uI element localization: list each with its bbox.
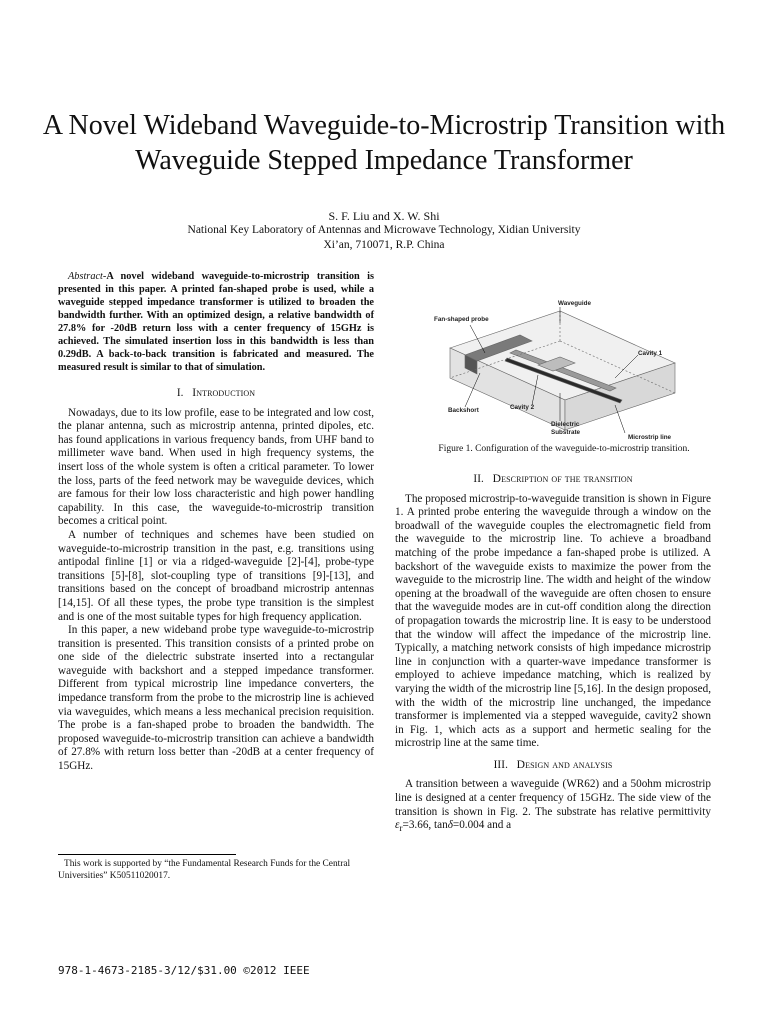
delta-symbol: δ	[447, 819, 453, 832]
section-title: Introduction	[192, 386, 256, 399]
label-dielectric: Dielectric	[551, 421, 580, 428]
footnote: This work is supported by “the Fundamental Research Funds for the Central Universities” K50511020017.	[58, 859, 351, 881]
footnote-rule	[58, 854, 236, 855]
section-number: III.	[493, 758, 508, 771]
label-substrate: Substrate	[551, 429, 581, 436]
design-text-mid: =3.66, tan	[402, 819, 448, 832]
abstract-lead: Abstract-	[68, 271, 107, 282]
intro-paragraph-2: A number of techniques and schemes have been studied on waveguide-to-microstrip transition in the past, e.g. transitions using antipodal finline [1] or via a ridged-waveguide [2]-[4], probe-type transitions [5]-[8], slot-coupling type of transitions [9]-[13], and transitions based on the concept of broadband microstrip antennas [14,15]. Of all these types, the probe type transition is the simplest and is one of the most suitable types for high frequency application.	[58, 528, 374, 623]
epsilon-subscript: r	[399, 824, 403, 835]
paper-title: A Novel Wideband Waveguide-to-Microstrip Transition with Waveguide Stepped Impedance Transformer	[42, 110, 726, 176]
copyright-line: 978-1-4673-2185-3/12/$31.00 ©2012 IEEE	[58, 964, 310, 977]
label-waveguide: Waveguide	[558, 300, 592, 307]
left-column	[58, 270, 374, 774]
section-number: I.	[176, 387, 184, 399]
design-paragraph-1	[395, 778, 711, 837]
section-number: II.	[473, 473, 484, 485]
intro-paragraph-1: Nowadays, due to its low profile, ease to be integrated and low cost, the planar antenna, such as microstrip antenna, printed dipoles, etc. has found applications in various frequency bands, from UHF band to millimeter wave band. When used in high frequency systems, the insert loss of the whole system is often a critical parameter. To lower the loss, parts of the feed network may be waveguide devices, which are famous for their low loss characteristic and high power handling capability. In this case, the waveguide-to-microstrip transition becomes a critical point.	[58, 406, 374, 528]
design-text-start: A transition between a waveguide (WR62) and a 50ohm microstrip line is designed at a center frequency of 15GHz. The side view of the transition is shown in Fig. 2. The substrate has relative permittivity	[395, 778, 711, 818]
section-heading-description	[395, 472, 711, 487]
epsilon-symbol: ε	[395, 819, 400, 832]
right-column	[395, 470, 711, 837]
section-title: Design and analysis	[516, 757, 613, 771]
affiliation-line-1: National Key Laboratory of Antennas and Microwave Technology, Xidian University	[187, 224, 581, 236]
design-text-end: =0.004 and a	[452, 819, 512, 832]
description-paragraph-1: The proposed microstrip-to-waveguide transition is shown in Figure 1. A printed probe entering the waveguide through a window on the broadwall of the waveguide couples the electromagnetic field from the waveguide to the microstrip line. To achieve a broadband matching of the probe impedance a fan-shaped probe is utilized. A backshort of the waveguide exists to maximize the power from the waveguide to the microstrip line. The width and height of the window opening at the broadwall of the waveguide are often chosen to ensure that the waveguide modes are in cut-off condition along the direction of propagation towards the microstrip line. It is easy to be understood that the window will affect the impedance of the microstrip line. Typically, a matching network consists of high impedance microstrip line in conjunction with a quarter-wave impedance transformer is employed to achieve impedance matching, which is realized by varying the width of the microstrip line [5,16]. In the design proposed, with the width of the microstrip line unchanged, the impedance transformer is implemented via a stepped waveguide, cavity2 shown in Fig. 1, which acts as a support and hermetic sealing for the microstrip line at the same time.	[395, 492, 711, 750]
section-title: Description of the transition	[492, 472, 633, 485]
figure-1-caption: Figure 1. Configuration of the waveguide-to-microstrip transition.	[438, 444, 690, 454]
affiliation-line-2: Xi’an, 710071, R.P. China	[323, 239, 445, 251]
label-cavity-2: Cavity 2	[510, 404, 535, 411]
authors: S. F. Liu and X. W. Shi	[328, 209, 440, 223]
section-heading-design	[395, 758, 711, 773]
label-microstrip-line: Microstrip line	[628, 434, 672, 441]
label-backshort: Backshort	[448, 407, 479, 414]
label-fan-shaped-probe: Fan-shaped probe	[434, 316, 489, 323]
label-cavity-1: Cavity 1	[638, 350, 663, 357]
abstract	[58, 270, 374, 374]
affiliation	[0, 223, 768, 253]
section-heading-introduction	[58, 386, 374, 401]
intro-paragraph-3: In this paper, a new wideband probe type waveguide-to-microstrip transition is presented. This transition consists of a printed probe on one side of the dielectric substrate inserted into a rectangular waveguide with backshort and a stepped impedance transformer. Different from typical microstrip line impedance converters, the impedance transform from the probe to the microstrip line is achieved via waveguides, which means a less mechanical precision requisition. The probe is a fan-shaped probe to broaden the bandwidth. The proposed waveguide-to-microstrip transition can achieve a bandwidth of 27.8% with return loss better than -20dB at a center frequency of 15GHz.	[58, 624, 374, 773]
waveguide-body	[450, 311, 675, 430]
abstract-body: A novel wideband waveguide-to-microstrip transition is presented in this paper. A printed fan-shaped probe is used, while a waveguide stepped impedance transformer is utilized to broaden the bandwidth further. With an optimized design, a relative bandwidth of 27.8% for -20dB return loss with a center frequency of 15GHz is achieved. The simulated insertion loss in this bandwidth is less than 0.29dB. A back-to-back transition is fabricated and measured. The measured result is similar to that of simulation.	[58, 271, 374, 373]
figure-1	[410, 293, 710, 443]
